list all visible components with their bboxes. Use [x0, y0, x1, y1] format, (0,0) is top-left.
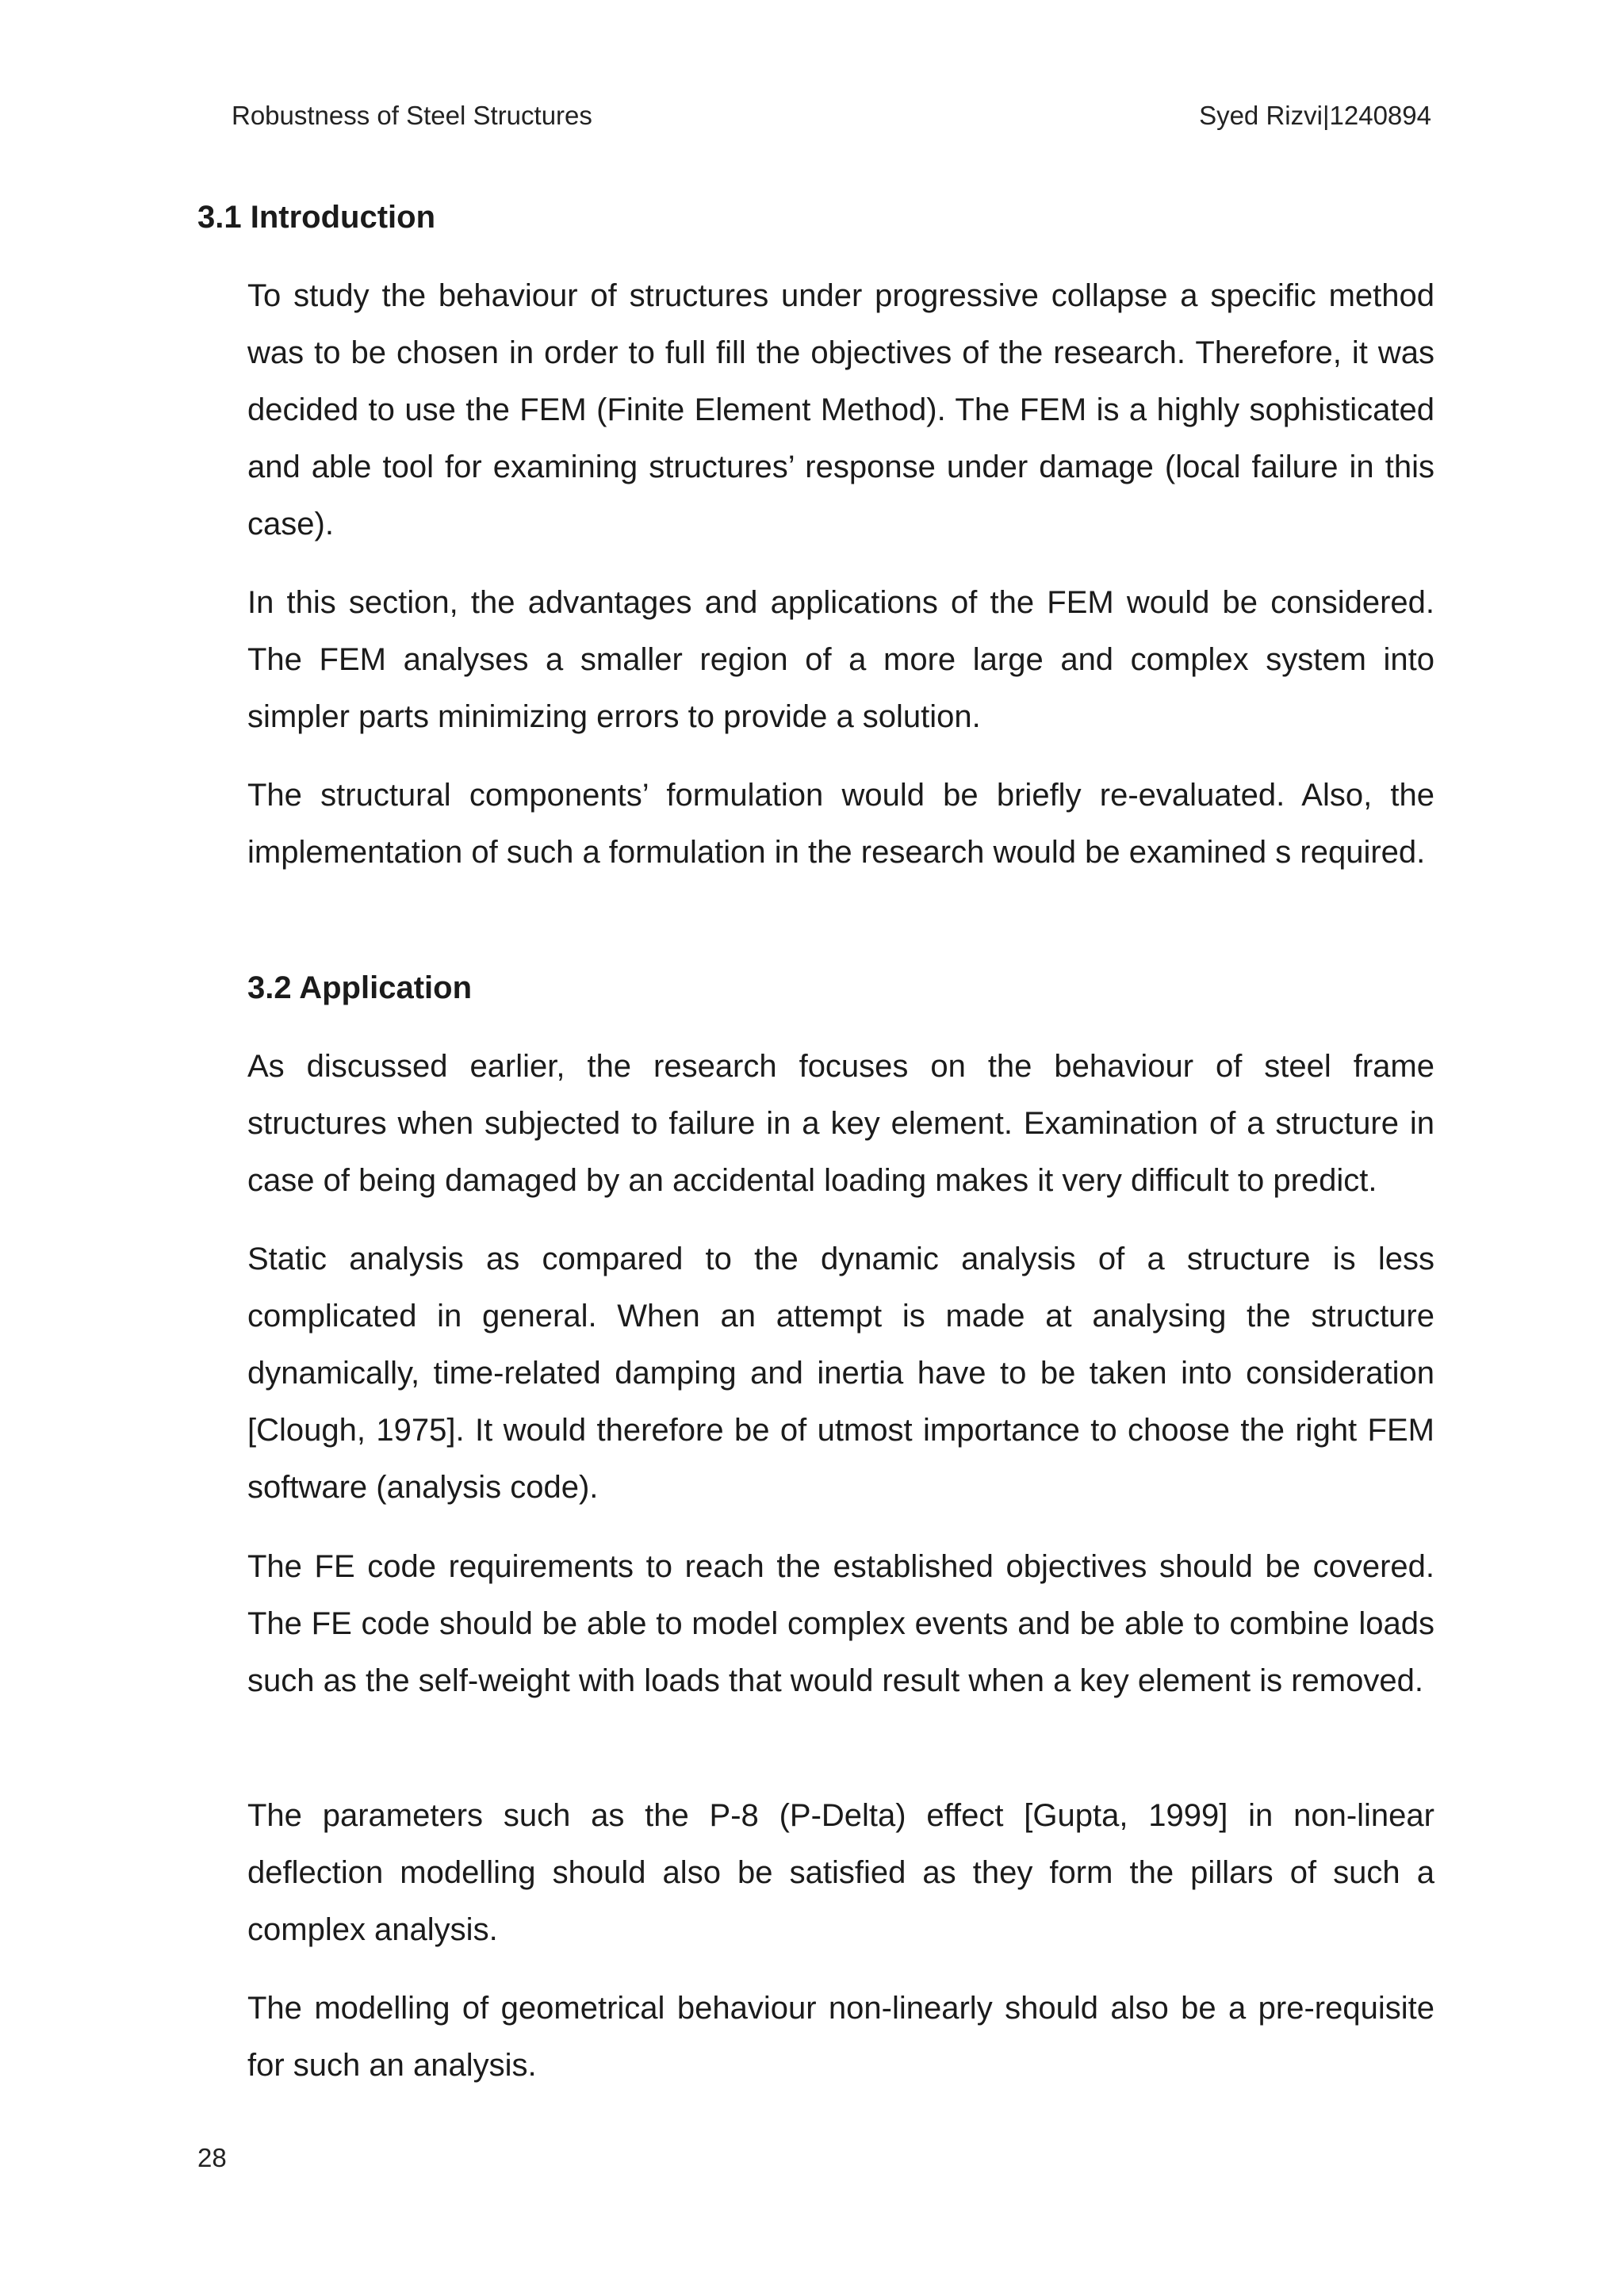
paragraph: The modelling of geometrical behaviour non-linearly should also be a pre-requisite for such an analysis. [247, 1991, 1434, 2083]
paragraph: To study the behaviour of structures under progressive collapse a specific method was to be chosen in order to full fill the objectives of the research. Therefore, it was decided to use the FEM (Finite Element Method). The FEM is a highly sophisticated and able tool for examining structures’ response under damage (local failure in this case). [247, 278, 1434, 541]
paragraph: The parameters such as the P-8 (P-Delta) effect [Gupta, 1999] in non-linear deflection modelling should also be satisfied as they form the pillars of such a complex analysis. [247, 1798, 1434, 1947]
paragraph: The FE code requirements to reach the established objectives should be covered. The FE code should be able to model complex events and be able to combine loads such as the self-weight with loads that would result when a key element is removed. [247, 1549, 1434, 1698]
paragraph: As discussed earlier, the research focuses on the behaviour of steel frame structures when subjected to failure in a key element. Examination of a structure in case of being damaged by an accidental loading makes it very difficult to predict. [247, 1049, 1434, 1198]
section-heading-application: 3.2 Application [247, 970, 473, 1005]
paragraph: The structural components’ formulation would be briefly re-evaluated. Also, the implementation of such a formulation in the research would be examined s required. [247, 778, 1434, 870]
header-author-id: Syed Rizvi|1240894 [1199, 101, 1431, 130]
paragraph: In this section, the advantages and applications of the FEM would be considered. The FEM analyses a smaller region of a more large and complex system into simpler parts minimizing errors to provide a solution. [247, 585, 1434, 734]
section-heading-introduction: 3.1 Introduction [197, 200, 435, 235]
page-number: 28 [197, 2143, 227, 2172]
header-document-title: Robustness of Steel Structures [232, 101, 592, 130]
paragraph: Static analysis as compared to the dynamic analysis of a structure is less complicated in general. When an attempt is made at analysing the structure dynamically, time-related damping and inertia have to be taken into consideration [Clough, 1975]. It would therefore be of utmost importance to choose the right FEM software (analysis code). [247, 1242, 1434, 1505]
